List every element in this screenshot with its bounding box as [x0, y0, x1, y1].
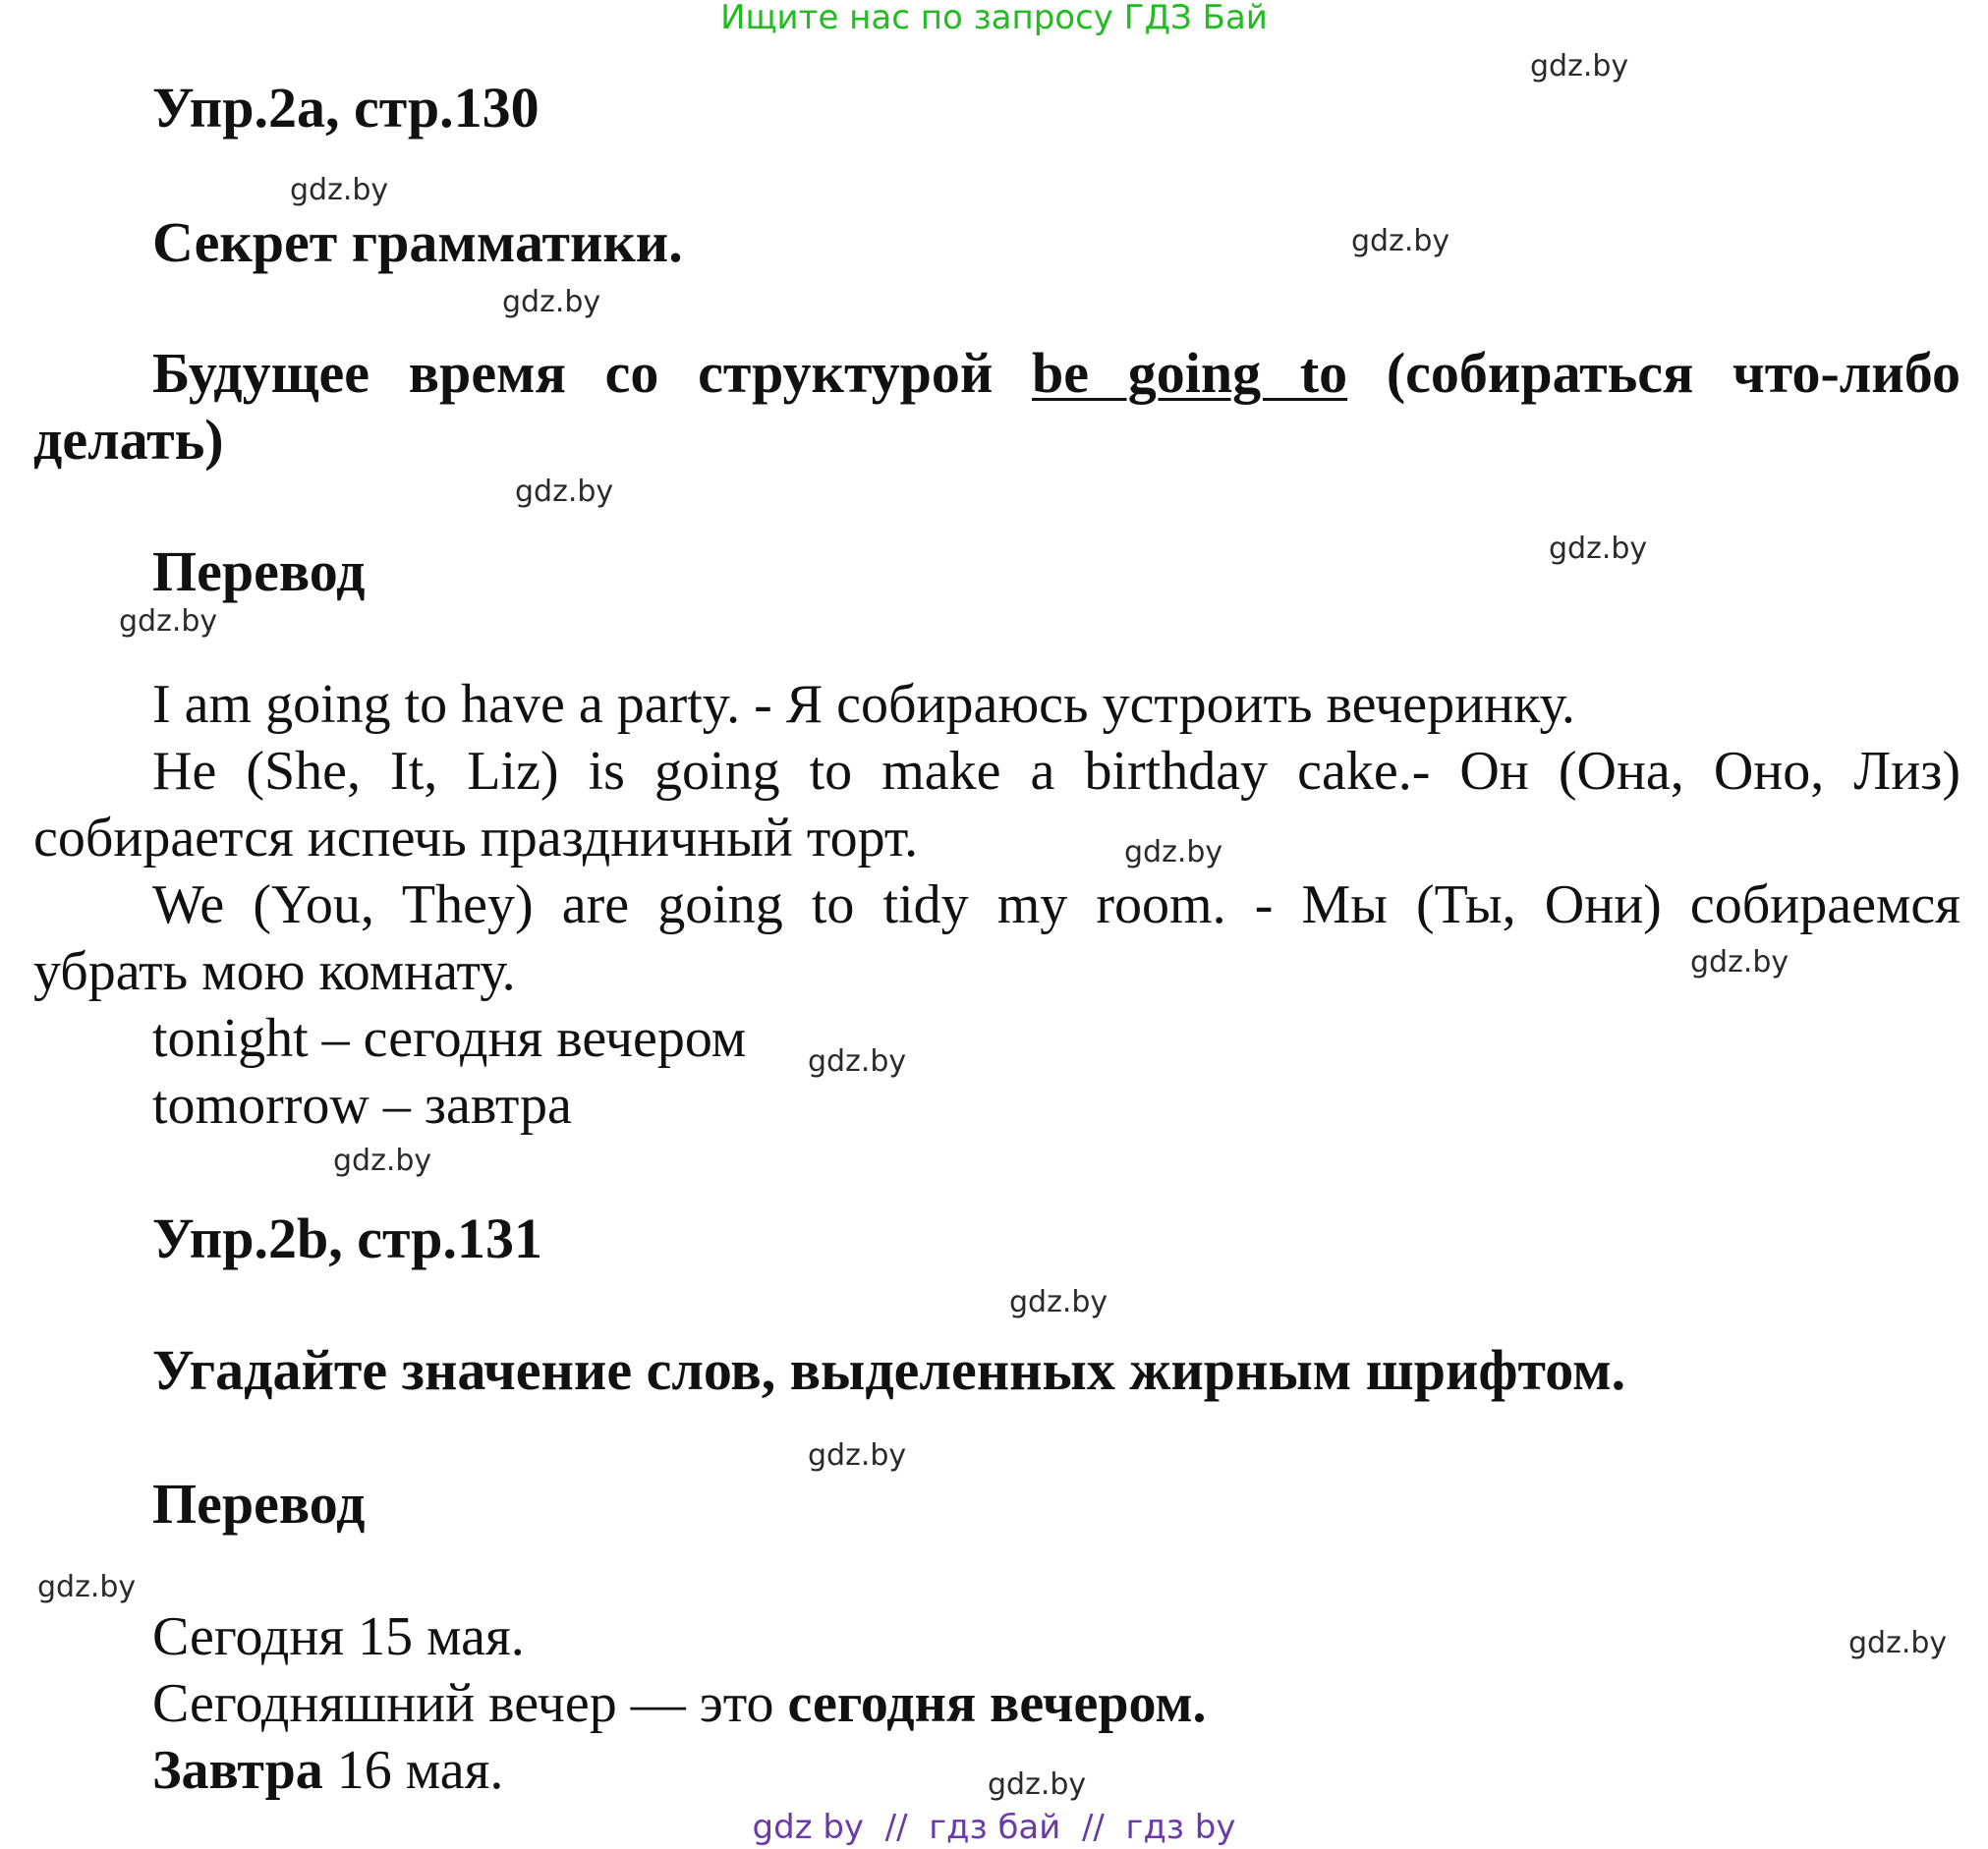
- watermark: gdz.by: [1009, 1285, 1108, 1319]
- bold-phrase: Завтра: [152, 1740, 323, 1801]
- rule-text: Будущее время со структурой: [152, 341, 994, 405]
- example-sentence: He (She, It, Liz) is going to make a birthday cake.- Он (Она, Оно, Лиз): [152, 741, 1960, 802]
- exercise-title: Упр.2b, стр.131: [152, 1206, 542, 1270]
- watermark: gdz.by: [808, 1438, 907, 1473]
- watermark: gdz.by: [119, 604, 218, 639]
- exercise-title: Упр.2a, стр.130: [152, 76, 540, 140]
- vocab-item: tonight – сегодня вечером: [152, 1008, 747, 1069]
- watermark: gdz.by: [333, 1144, 432, 1178]
- watermark: gdz.by: [37, 1570, 137, 1604]
- section-heading: Секрет грамматики.: [152, 210, 683, 274]
- watermark: gdz.by: [808, 1044, 907, 1079]
- rule-underlined-structure: be going to: [1032, 341, 1348, 405]
- watermark: gdz.by: [1690, 945, 1789, 980]
- footer: [0, 1808, 1988, 1847]
- translation-line: Сегодня 15 мая.: [152, 1606, 525, 1667]
- watermark: gdz.by: [1549, 532, 1648, 566]
- watermark: gdz.by: [502, 285, 601, 319]
- bold-phrase: сегодня вечером.: [787, 1673, 1207, 1734]
- grammar-rule-line1: [152, 340, 1960, 406]
- translation-heading: Перевод: [152, 1472, 366, 1536]
- watermark: gdz.by: [515, 475, 614, 509]
- watermark: gdz.by: [1530, 49, 1629, 84]
- footer-links[interactable]: gdz by // гдз бай // гдз by: [752, 1808, 1236, 1847]
- rule-text: (собираться что-либо: [1386, 341, 1961, 405]
- watermark: gdz.by: [1351, 224, 1450, 258]
- vocab-item: tomorrow – завтра: [152, 1075, 572, 1136]
- watermark: gdz.by: [290, 173, 389, 207]
- top-banner: [0, 0, 1988, 37]
- example-sentence: I am going to have a party. - Я собираюсь устроить вечеринку.: [152, 674, 1575, 735]
- watermark: gdz.by: [1848, 1626, 1948, 1660]
- example-sentence: We (You, They) are going to tidy my room. - Мы (Ты, Они) собираемся: [152, 874, 1960, 935]
- example-sentence-continuation: собирается испечь праздничный торт.: [33, 808, 919, 868]
- translation-heading: Перевод: [152, 539, 366, 603]
- grammar-rule-line2: делать): [33, 408, 224, 472]
- translation-line: Сегодняшний вечер — это сегодня вечером.: [152, 1673, 1207, 1734]
- watermark: gdz.by: [1124, 835, 1223, 869]
- banner-text: Ищите нас по запросу ГДЗ Бай: [720, 0, 1268, 37]
- translation-line: Завтра 16 мая.: [152, 1740, 504, 1801]
- task-text: Угадайте значение слов, выделенных жирным шрифтом.: [152, 1338, 1626, 1402]
- example-sentence-continuation: убрать мою комнату.: [33, 941, 516, 1002]
- watermark: gdz.by: [988, 1767, 1087, 1802]
